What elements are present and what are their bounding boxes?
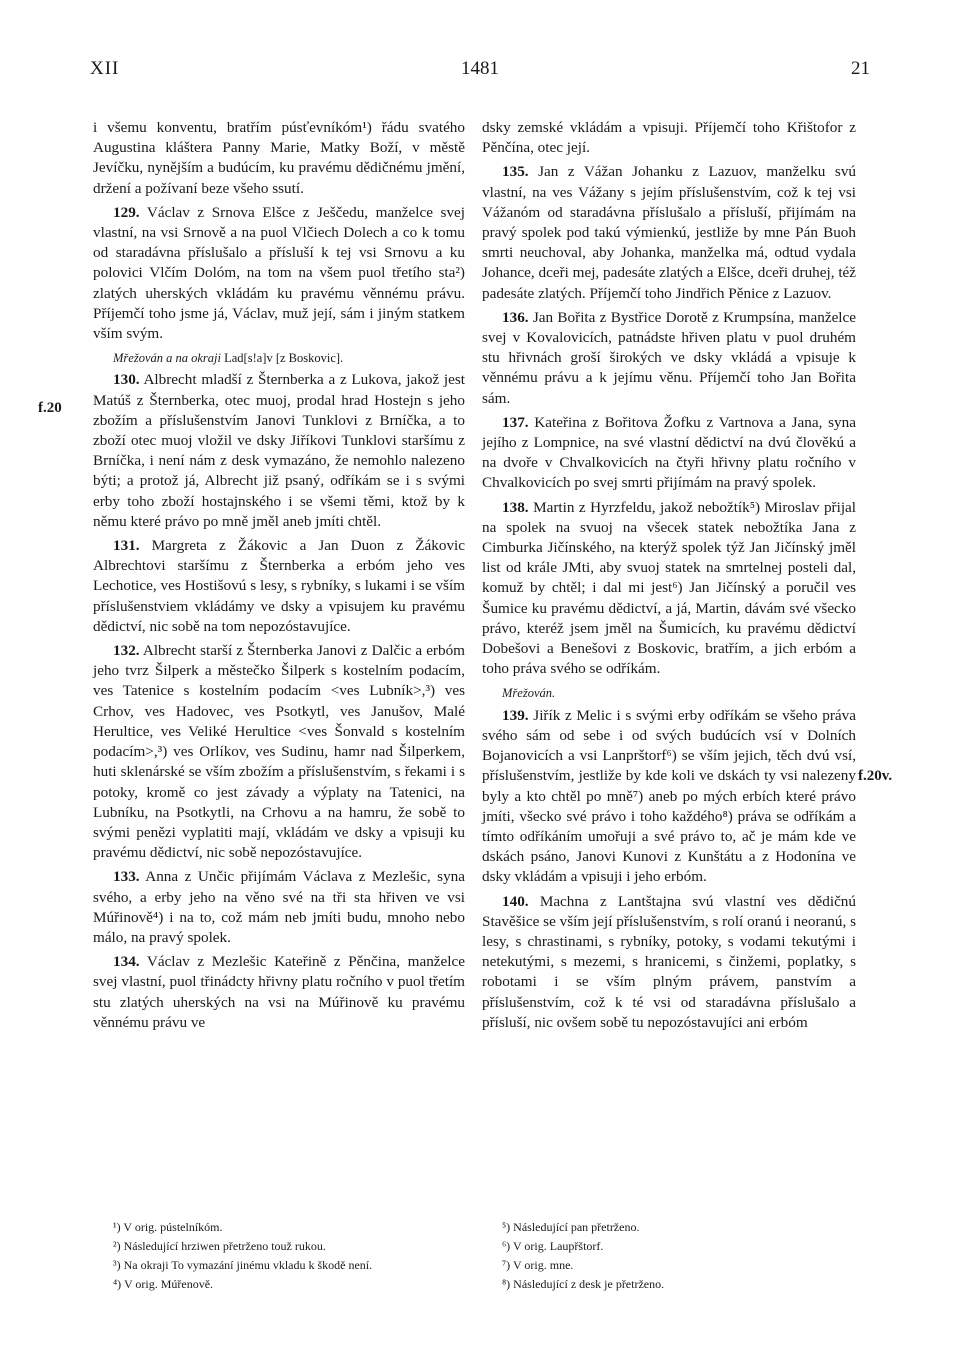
page-header xyxy=(0,58,960,88)
entry-140: 140. Machna z Lantštajna svú vlastní ves dědičnú Stavěšice se vším její příslušenstvím, s rolí oranú i neoranú, s lesy, s chrastinami, s rybníky, potoky, s vodami tekutými i netekutými, s mezemi, s hranicemi, s činžemi, poplatky, s robotami i se vším plným právem, panstvím a příslušenstvím, což k té vsi od staradávna příslušalo a přísluší, nic ovšem sobě tu nepozóstavujíci ani erbóm xyxy=(482,892,856,1031)
volume-number: XII xyxy=(90,58,120,79)
entry-135: 135. Jan z Vážan Johanku z Lazuov, manželku svú vlastní, na ves Vážany s jejím příslušenstvím, což k tej vsi Vážanóm od staradávna příslušalo a přísluší, přijímám na pravý spolek pod takú výmienkú, jestliže by mne Pán Buoh smrti neuchoval, aby Johanka, manželka má, odtud vydala Johance, dceři mej, padesáte zlatých a Elšce, dceři druhej, též padesáte zlatých. Příjemčí toho Jindřich Pěnice z Lazuov. xyxy=(482,163,857,302)
folio-marker-verso: f.20v. xyxy=(858,768,893,784)
left-column xyxy=(93,118,465,1037)
folio-marker: f.20 xyxy=(38,400,62,416)
footnote: ³) Na okraji To vymazání jinému vkladu k škodě není. xyxy=(113,1258,373,1272)
entry-134: 134. Václav z Mezlešic Kateřině z Pěnčina, manželce svej vlastní, puol třinádcty hřivny platu ročního v puol třetím stu zlatých uherských na vsi na Múřinově ku pravému věnnému právu ve xyxy=(93,953,465,1031)
entry-139: 139. Jiřík z Melic i s svými erby odříkám se všeho práva svého sám od sebe i od svých budúcích vsí v Dolních Bojanovicích a vsi Lanprštorf⁶) se vším jejich, těch dvú vsí, příslušenstvím, jestliže by kde koli ve dskách ty vsi nalezeny byly a kto chtěl po mně⁷) aneb po mých erbích které právo jmíti, všecko své právo i toho každého⁸) práva se odříkám a tímto odříkáním umořuji a své právo to, ač je mám kde ve dskách psáno, Janovi Kunovi z Kunštátu a z Hodonína ve dsky vkládám a vpisuji i jeho erbóm. xyxy=(482,706,857,886)
footnote: ⁸) Následující z desk je přetrženo. xyxy=(502,1277,665,1291)
entry-138: 138. Martin z Hyrzfeldu, jakož nebožtík⁵) Miroslav přijal na spolek na svuoj na všecek statek nebožtíka Jana z Cimburka Jičínského, na kterýž spolek týž Jan Jičínský jměl list od krále JMti, aby svuoj statek na smrtelnej posteli dal, komuž by chtěl; i dal mi jest⁶) Jan Jičínský a poručil ves Šumice ku pravému dědictví, a já, Martin, dávám své všecko právo, kteréž jsem jměl na Šumicích, ku pravému dědictví Dobešovi a Benešovi z Boskovic, bratřím, a jich erbóm a toho práva svého se odříkám. xyxy=(482,498,857,678)
footnote: ²) Následující hrziwen přetrženo touž rukou. xyxy=(113,1239,326,1253)
footnote: ⁴) V orig. Múřenově. xyxy=(113,1277,214,1291)
footnote: ⁷) V orig. mne. xyxy=(502,1258,574,1272)
entry-130: 130. Albrecht mladší z Šternberka a z Lukova, jakož jest Matúš z Šternberka, otec muoj, prodal hrad Hostejn s jeho zbožím a příslušenstvím Janovi Tunklovi z Brníčka, a to zboží otec muoj vložil ve dsky Jiříkovi Tunklovi staršímu z Brníčka, i není nám z desk vymazáno, že nemohlo nalezeno býti; a protož já, Albrecht již psaný, odříkám se i s svými erby toho zboží hostajnského i se všemi těmi, ktož by k němu které právo po mně jměl aneb jmíti chtěl. xyxy=(93,371,465,530)
paragraph: dsky zemské vkládám a vpisuji. Příjemčí toho Křištofor z Pěnčína, otec její. xyxy=(482,119,856,157)
right-column xyxy=(482,118,856,1037)
annotation: Mřežován a na okraji Lad[s!a]v [z Boskovic]. xyxy=(113,351,344,366)
year-heading: 1481 xyxy=(461,58,499,79)
entry-129: 129. Václav z Srnova Elšce z Ješčedu, manželce svej vlastní, na vsi Srnově a na puol Vlčiech Dolech a co k tomu od staradávna příslušalo a přísluší k tej vsi Srnovu a ku polovici Vlčím Dolóm, na tom na všem puol třetího sta²) zlatých uherských vkládám ku pravému věnnému právu. Příjemčí toho jsme já, Václav, muž její, sám i jiným statkem vším svým. xyxy=(93,203,465,343)
page-number: 21 xyxy=(851,58,870,79)
entry-133: 133. Anna z Unčic přijímám Václava z Mezlešic, syna svého, a erby jeho na věno své na tři sta hřiven ve vsi Múřinově⁴) i na to, což mám neb jmíti budu, mnoho nebo málo, na pravý spolek. xyxy=(93,868,465,946)
entry-131: 131. Margreta z Žákovic a Jan Duon z Žákovic Albrechtovi staršímu z Šternberka a erbóm jeho ves Lechotice, ves Hostišovú s lesy, s rybníky, s lukami i se vším příslušenstviem vkládámy ve dsky a vpisujem ku pravému dědictví, nic sobě na tom nepozóstavujíce. xyxy=(93,537,466,635)
footnotes-right xyxy=(502,1218,862,1294)
entry-132: 132. Albrecht starší z Šternberka Janovi z Dalčic a erbóm jeho tvrz Šilperk a městečko Šilperk s kostelním podacím, ves Tatenice s kostelním podacím <ves Lubník>,³) ves Crhov, ves Hadovec, ves Psotkytl, ves Janušov, Malé Herultice, ves Veliké Herultice <ves Šonvald s kostelním podacím>,³) ves Orlíkov, ves Sudinu, hamr nad Šilperkem, huti sklenárské se vším zbožím a příslušenstvím, s řekami i s potoky, kromě co jest závady a výplaty na Tatenici, na Lubníku, na Psotkytli, na Crhovu a na hamru, že sobě to svými penězi vyplatiti mají, vkládám ve dsky a vpisuji ku pravému dědictví, nic sobě nepozóstavujíce. xyxy=(93,642,465,862)
entry-136: 136. Jan Bořita z Bystřice Dorotě z Krumpsína, manželce svej v Kovalovicích, patnádste hřiven platu v puol druhém stu hřivnách groší širokých ve dsky vkládá a vpisuje k věnnému právu a k jejímu věnu. Příjemčí toho Jan Bořita sám. xyxy=(482,308,857,407)
paragraph: i všemu konventu, bratřím púsťevníkóm¹) řádu svatého Augustina kláštera Panny Marie, Matky Boží, v městě Jevíčku, nynějším a budúcím, ku pravému dědičnému jmění, držení a požívaní beze všeho ssutí. xyxy=(93,119,465,197)
footnote: ⁵) Následující pan přetrženo. xyxy=(502,1220,640,1234)
footnote: ⁶) V orig. Laupřštorf. xyxy=(502,1239,604,1253)
footnote: ¹) V orig. pústelníkóm. xyxy=(113,1220,223,1234)
footnotes-left xyxy=(113,1218,473,1294)
entry-137: 137. Kateřina z Bořitova Žofku z Vartnova a Jana, syna jejího z Lompnice, na své vlastní dědictví na dvú člověkú a na dvoře v Chvalkovicích na čtyři hřivny platu ročního v Chvalkovicích po svej smrti přijímám na pravý spolek. xyxy=(482,413,856,492)
annotation: Mřežován. xyxy=(502,686,556,701)
